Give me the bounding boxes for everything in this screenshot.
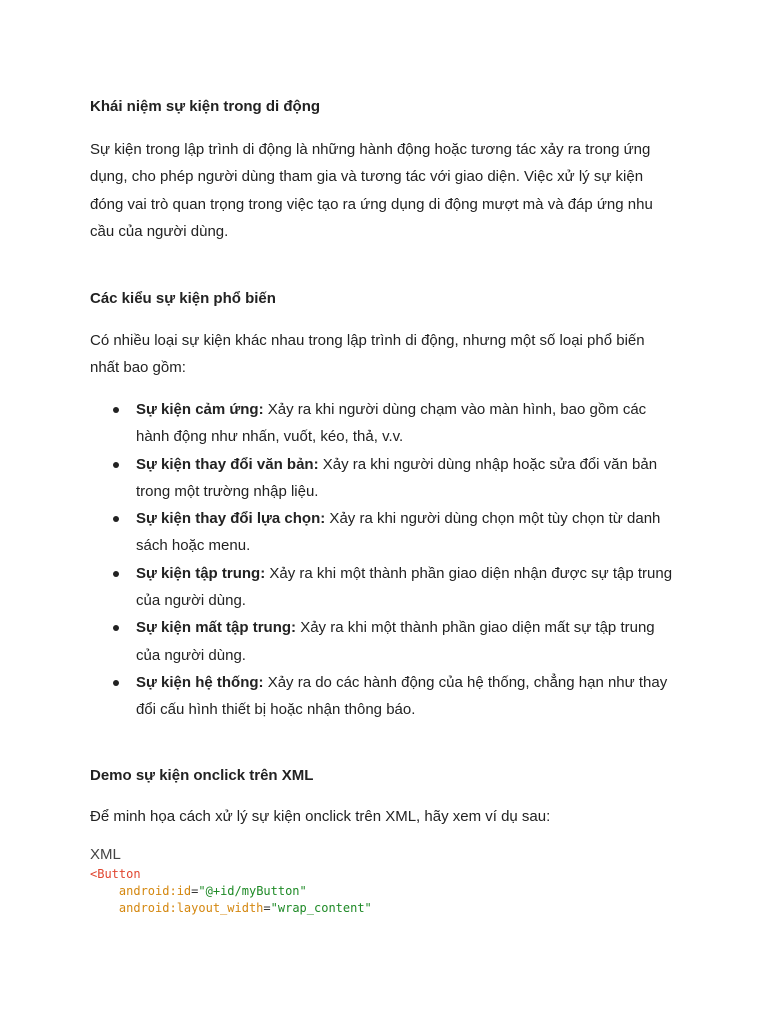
paragraph-line: Sự kiện trong lập trình di động là những hành động hoặc tương tác xảy ra trong ứng [90, 141, 651, 158]
code-string: "@+id/myButton" [198, 884, 307, 898]
bullet-text: Xảy ra khi một thành phần giao diện mất sự tập trung [296, 619, 655, 637]
code-equals: = [263, 901, 271, 915]
code-attribute: android:id [118, 884, 192, 898]
list-item [90, 560, 690, 615]
bullet-text: hành động như nhấn, vuốt, kéo, thả, v.v. [136, 428, 404, 446]
bullet-icon [113, 571, 119, 577]
bullet-icon [113, 516, 119, 522]
list-item [90, 669, 690, 724]
code-string: "wrap_content" [270, 901, 372, 915]
bullet-term: Sự kiện thay đổi văn bản: [136, 455, 319, 473]
bullet-text: Xảy ra khi người dùng chọn một tùy chọn từ danh [325, 510, 661, 528]
paragraph-line: Có nhiều loại sự kiện khác nhau trong lập trình di động, nhưng một số loại phổ biến [90, 332, 645, 349]
bullet-text: của người dùng. [136, 592, 246, 610]
list-item [90, 451, 690, 506]
paragraph-line: đóng vai trò quan trọng trong việc tạo ra ứng dụng di động mượt mà và đáp ứng nhu [90, 195, 653, 213]
bullet-text: sách hoặc menu. [136, 537, 251, 555]
section-heading-event-types: Các kiểu sự kiện phổ biến [90, 290, 276, 307]
bullet-icon [113, 462, 119, 468]
paragraph-event-types [90, 327, 690, 382]
bullet-term: Sự kiện tập trung: [136, 564, 266, 582]
bullet-text: đổi cấu hình thiết bị hoặc nhận thông báo. [136, 701, 416, 719]
section-heading-concept: Khái niệm sự kiện trong di động [90, 98, 321, 115]
bullet-text: của người dùng. [136, 646, 246, 664]
paragraph-concept [90, 136, 690, 245]
bullet-icon [113, 680, 119, 686]
code-equals: = [191, 884, 199, 898]
bullet-text: Xảy ra do các hành động của hệ thống, chẳng hạn như thay [263, 673, 668, 691]
code-language-label: XML [90, 846, 121, 863]
bullet-icon [113, 625, 119, 631]
list-item [90, 614, 690, 669]
bullet-text: trong một trường nhập liệu. [136, 482, 319, 500]
event-types-list [90, 396, 690, 724]
code-attribute: android:layout_width [118, 901, 264, 915]
paragraph-line: cầu của người dùng. [90, 222, 229, 240]
paragraph-line: dụng, cho phép người dùng tham gia và tương tác với giao diện. Việc xử lý sự kiện [90, 168, 644, 186]
code-block [90, 866, 372, 917]
list-item [90, 396, 690, 451]
bullet-term: Sự kiện mất tập trung: [136, 619, 297, 637]
section-heading-demo: Demo sự kiện onclick trên XML [90, 767, 314, 784]
code-tag: <Button [90, 867, 141, 881]
bullet-term: Sự kiện cảm ứng: [136, 401, 264, 418]
paragraph-line: Để minh họa cách xử lý sự kiện onclick trên XML, hãy xem ví dụ sau: [90, 808, 551, 825]
bullet-text: Xảy ra khi một thành phần giao diện nhận được sự tập trung [265, 564, 673, 582]
paragraph-demo [90, 803, 690, 830]
bullet-term: Sự kiện thay đổi lựa chọn: [136, 510, 326, 528]
bullet-term: Sự kiện hệ thống: [136, 673, 264, 691]
bullet-icon [113, 407, 119, 413]
bullet-text: Xảy ra khi người dùng nhập hoặc sửa đổi văn bản [318, 455, 658, 473]
bullet-text: Xảy ra khi người dùng chạm vào màn hình, bao gồm các [263, 401, 647, 418]
paragraph-line: nhất bao gồm: [90, 359, 186, 377]
list-item [90, 505, 690, 560]
